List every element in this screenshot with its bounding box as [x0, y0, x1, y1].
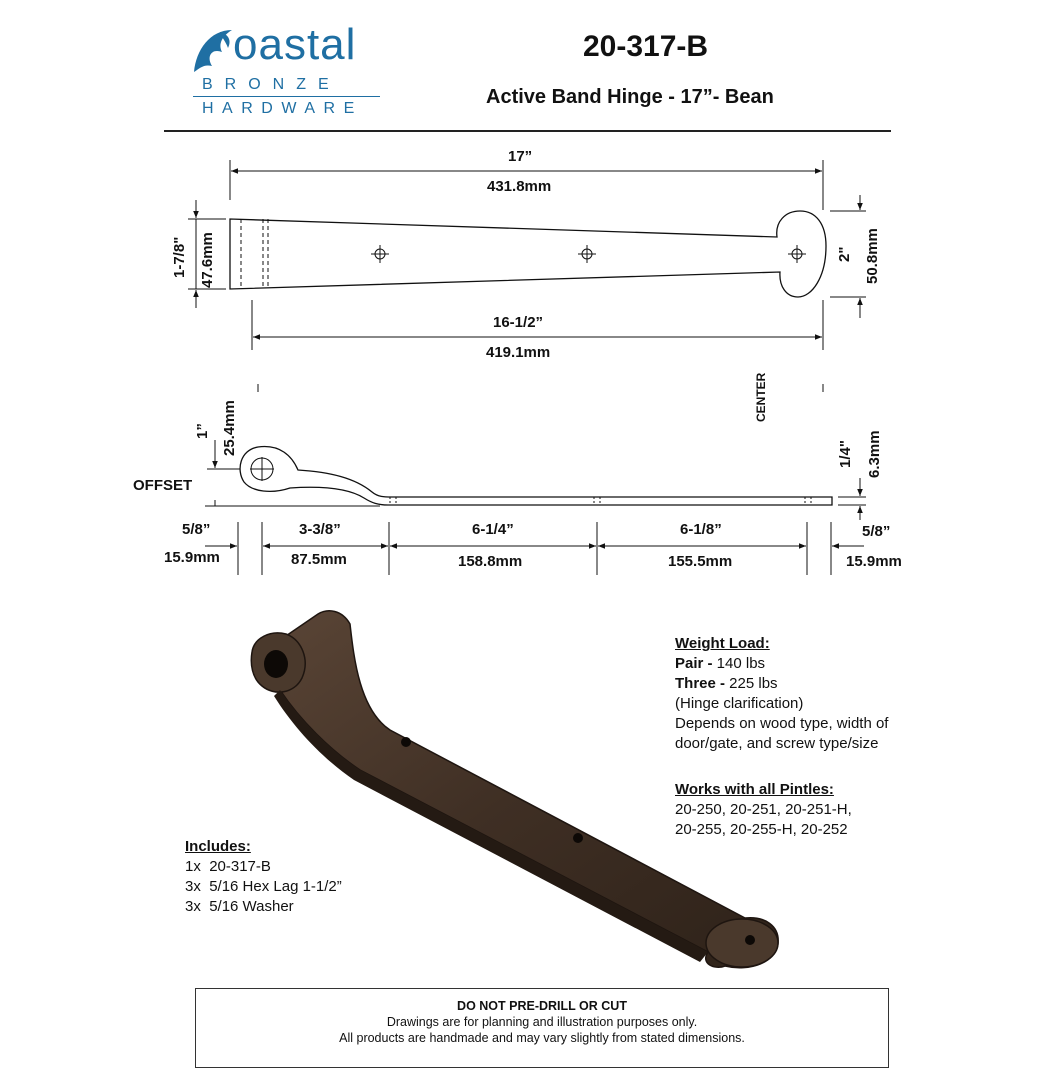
- includes-item: [185, 877, 342, 897]
- dim-overall-inches: 17”: [508, 148, 533, 165]
- dim-length-inches: 16-1/2”: [493, 314, 544, 331]
- includes-item: [185, 857, 342, 877]
- includes-qty: 3x: [185, 878, 201, 895]
- weight-pair-row: [675, 654, 888, 674]
- product-title: Active Band Hinge - 17”- Bean: [486, 86, 774, 108]
- disclaimer-line-1: Drawings are for planning and illustration purposes only.: [386, 1015, 698, 1029]
- includes-item: [185, 897, 342, 917]
- dim-overall-mm: 431.8mm: [487, 178, 552, 195]
- weight-three-label: Three -: [675, 675, 726, 692]
- disclaimer-title: DO NOT PRE-DRILL OR CUT: [457, 999, 627, 1013]
- includes-qty: 3x: [185, 898, 201, 915]
- dim-seg5-inches: 5/8”: [862, 523, 891, 540]
- part-number: 20-317-B: [583, 30, 709, 63]
- dim-seg1-mm: 15.9mm: [164, 549, 220, 566]
- dim-thickness-mm: 6.3mm: [866, 430, 883, 478]
- dim-thickness-inches: 1/4": [837, 440, 854, 468]
- dim-seg5-mm: 15.9mm: [846, 553, 902, 570]
- dim-length-mm: 419.1mm: [486, 344, 551, 361]
- disclaimer-line-2: All products are handmade and may vary slightly from stated dimensions.: [339, 1031, 745, 1045]
- dim-seg1-inches: 5/8”: [182, 521, 211, 538]
- dim-offset-mm: 25.4mm: [221, 400, 238, 456]
- brand-sub-hardware: HARDWARE: [202, 100, 363, 117]
- weight-load-section: [675, 634, 888, 754]
- dim-offset-inches: 1”: [194, 423, 211, 439]
- weight-pair-value: 140 lbs: [712, 655, 766, 672]
- dim-strap-width-mm: 47.6mm: [199, 232, 216, 288]
- weight-note-3: door/gate, and screw type/size: [675, 735, 879, 752]
- includes-heading: Includes:: [185, 838, 251, 855]
- includes-qty: 1x: [185, 858, 201, 875]
- offset-label: OFFSET: [133, 477, 193, 494]
- weight-three-row: [675, 674, 888, 694]
- includes-section: [185, 837, 342, 917]
- dim-strap-width-inches: 1-7/8": [171, 236, 188, 278]
- includes-name: 5/16 Washer: [209, 898, 294, 915]
- pintles-line-1: 20-250, 20-251, 20-251-H,: [675, 801, 852, 818]
- pintles-section: [675, 780, 852, 840]
- brand-sub-bronze: BRONZE: [202, 76, 341, 93]
- weight-note-2: Depends on wood type, width of: [675, 715, 889, 732]
- dim-bean-width-mm: 50.8mm: [864, 228, 881, 284]
- dim-seg3-inches: 6-1/4”: [472, 521, 514, 538]
- dim-bean-width-inches: 2": [836, 246, 853, 262]
- brand-logo-text: oastal: [233, 20, 357, 69]
- includes-name: 20-317-B: [209, 858, 271, 875]
- disclaimer-box: [195, 988, 889, 1068]
- weight-note-1: (Hinge clarification): [675, 695, 804, 712]
- dim-seg2-inches: 3-3/8”: [299, 521, 341, 538]
- center-label: CENTER: [754, 372, 768, 422]
- weight-pair-label: Pair -: [675, 655, 713, 672]
- weight-three-value: 225 lbs: [725, 675, 778, 692]
- dim-seg2-mm: 87.5mm: [291, 551, 347, 568]
- dim-seg3-mm: 158.8mm: [458, 553, 523, 570]
- weight-load-heading: Weight Load:: [675, 635, 770, 652]
- includes-name: 5/16 Hex Lag 1-1/2”: [209, 878, 342, 895]
- dim-seg4-mm: 155.5mm: [668, 553, 733, 570]
- pintles-heading: Works with all Pintles:: [675, 781, 834, 798]
- pintles-line-2: 20-255, 20-255-H, 20-252: [675, 821, 848, 838]
- dim-seg4-inches: 6-1/8”: [680, 521, 722, 538]
